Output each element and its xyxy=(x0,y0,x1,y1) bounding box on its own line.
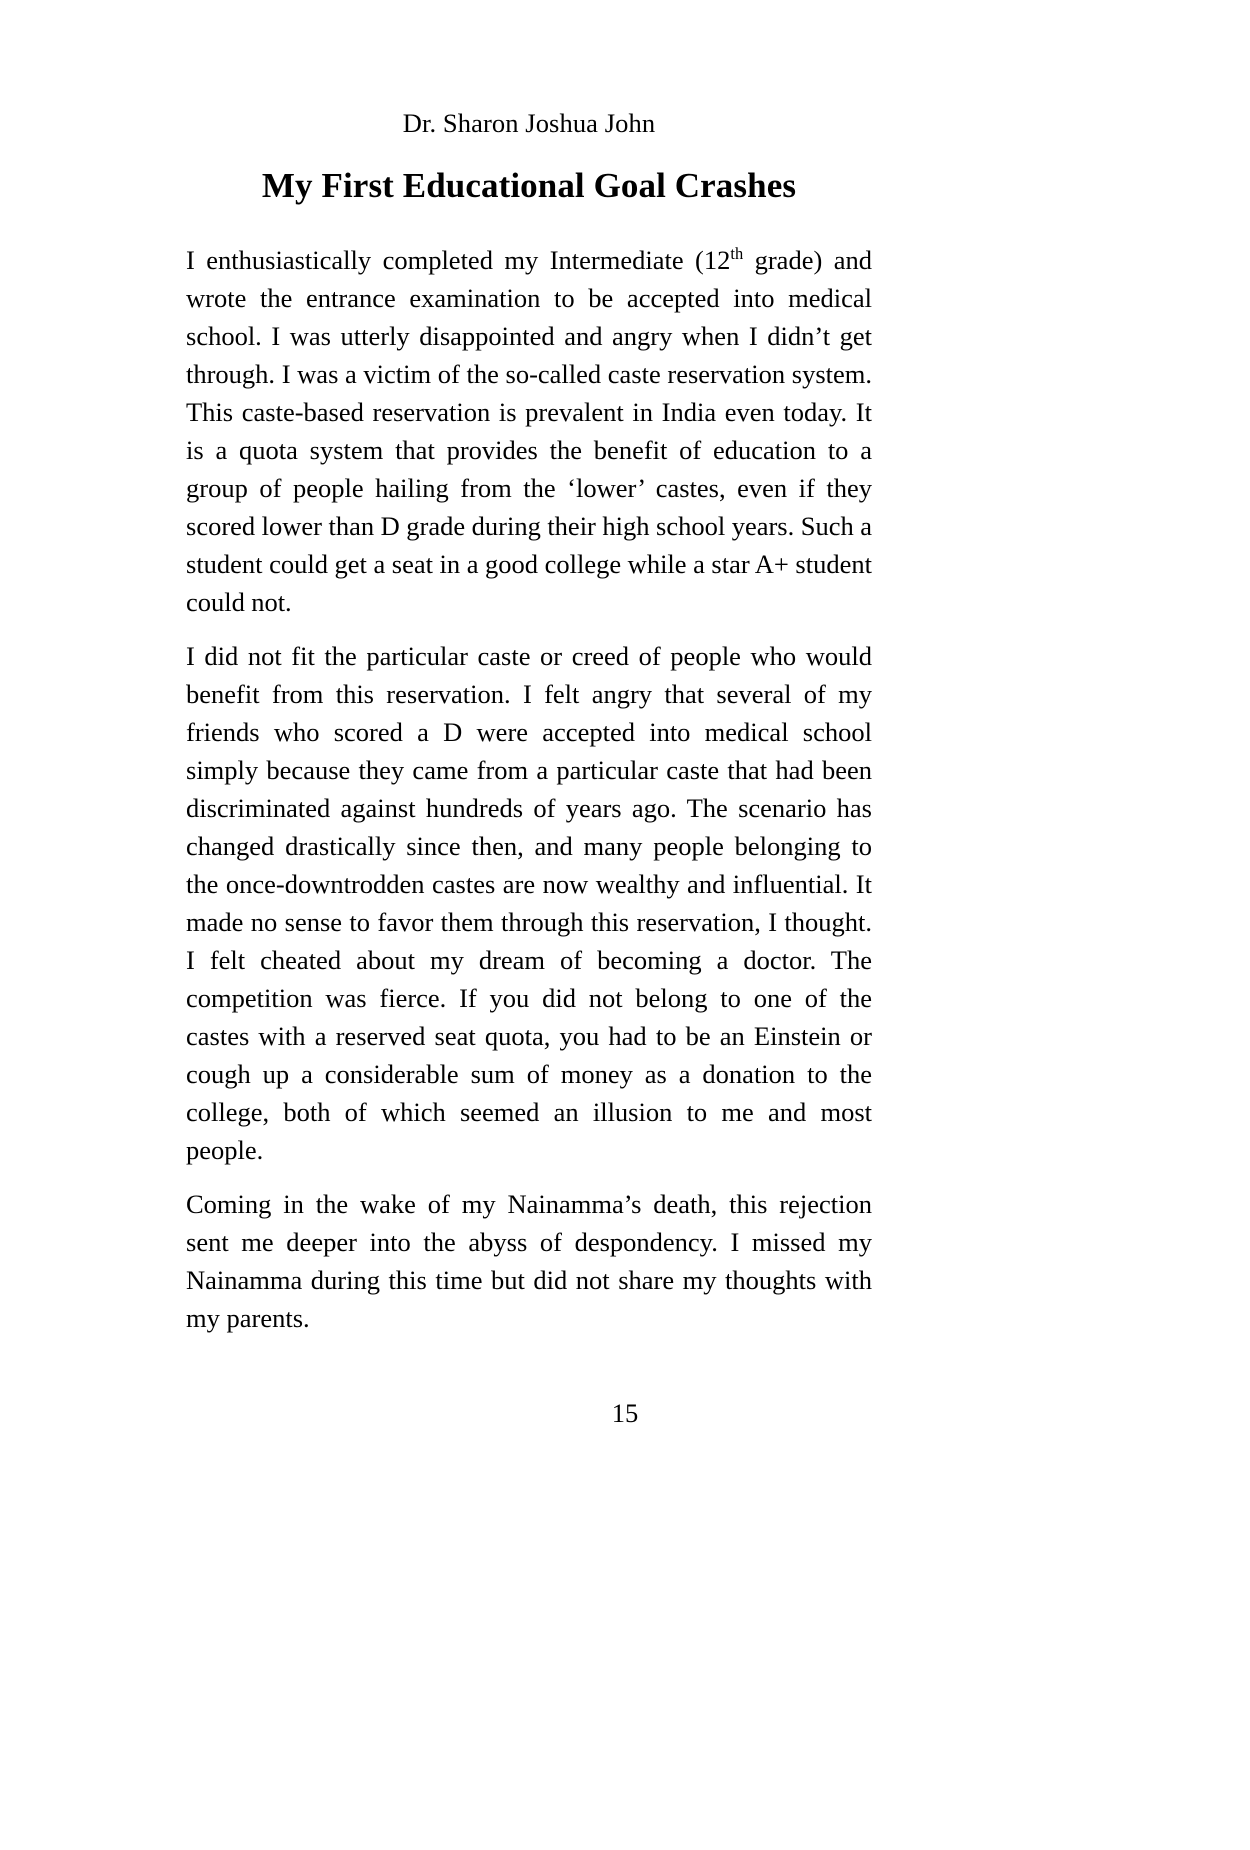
body-paragraph-2: I did not fit the particular caste or creed of people who would benefit from this reservation. I felt angry that several of my friends who scored a D were accepted into medical school simply because they came from a particular caste that had been discriminated against hundreds of years ago. The scenario has changed drastically since then, and many people belonging to the once-downtrodden castes are now wealthy and influential. It made no sense to favor them through this reservation, I thought. I felt cheated about my dream of becoming a doctor. The competition was fierce. If you did not belong to one of the castes with a reserved seat quota, you had to be an Einstein or cough up a considerable sum of money as a donation to the college, both of which seemed an illusion to me and most people. xyxy=(186,640,872,1165)
paragraph-1-text-before-superscript: I enthusiastically completed my Intermediate (12 xyxy=(186,244,731,275)
body-paragraph-3: Coming in the wake of my Nainamma’s death, this rejection sent me deeper into the abyss of despondency. I missed my Nainamma during this time but did not share my thoughts with my parents. xyxy=(186,1188,872,1333)
body-paragraph-1 xyxy=(186,241,872,621)
page-number: 15 xyxy=(611,1398,639,1428)
chapter-title: My First Educational Goal Crashes xyxy=(261,165,797,205)
ordinal-superscript: th xyxy=(730,243,744,263)
author-byline: Dr. Sharon Joshua John xyxy=(402,108,656,138)
page-content xyxy=(186,0,872,1337)
paragraph-1-text-after-superscript: grade) and wrote the entrance examination to be accepted into medical school. I was utterly disappointed and angry when I didn’t get through. I was a victim of the so-called caste reservation system. This caste-based reservation is prevalent in India even today. It is a quota system that provides the benefit of education to a group of people hailing from the ‘lower’ castes, even if they scored lower than D grade during their high school years. Such a student could get a seat in a good college while a star A+ student could not. xyxy=(186,244,872,617)
